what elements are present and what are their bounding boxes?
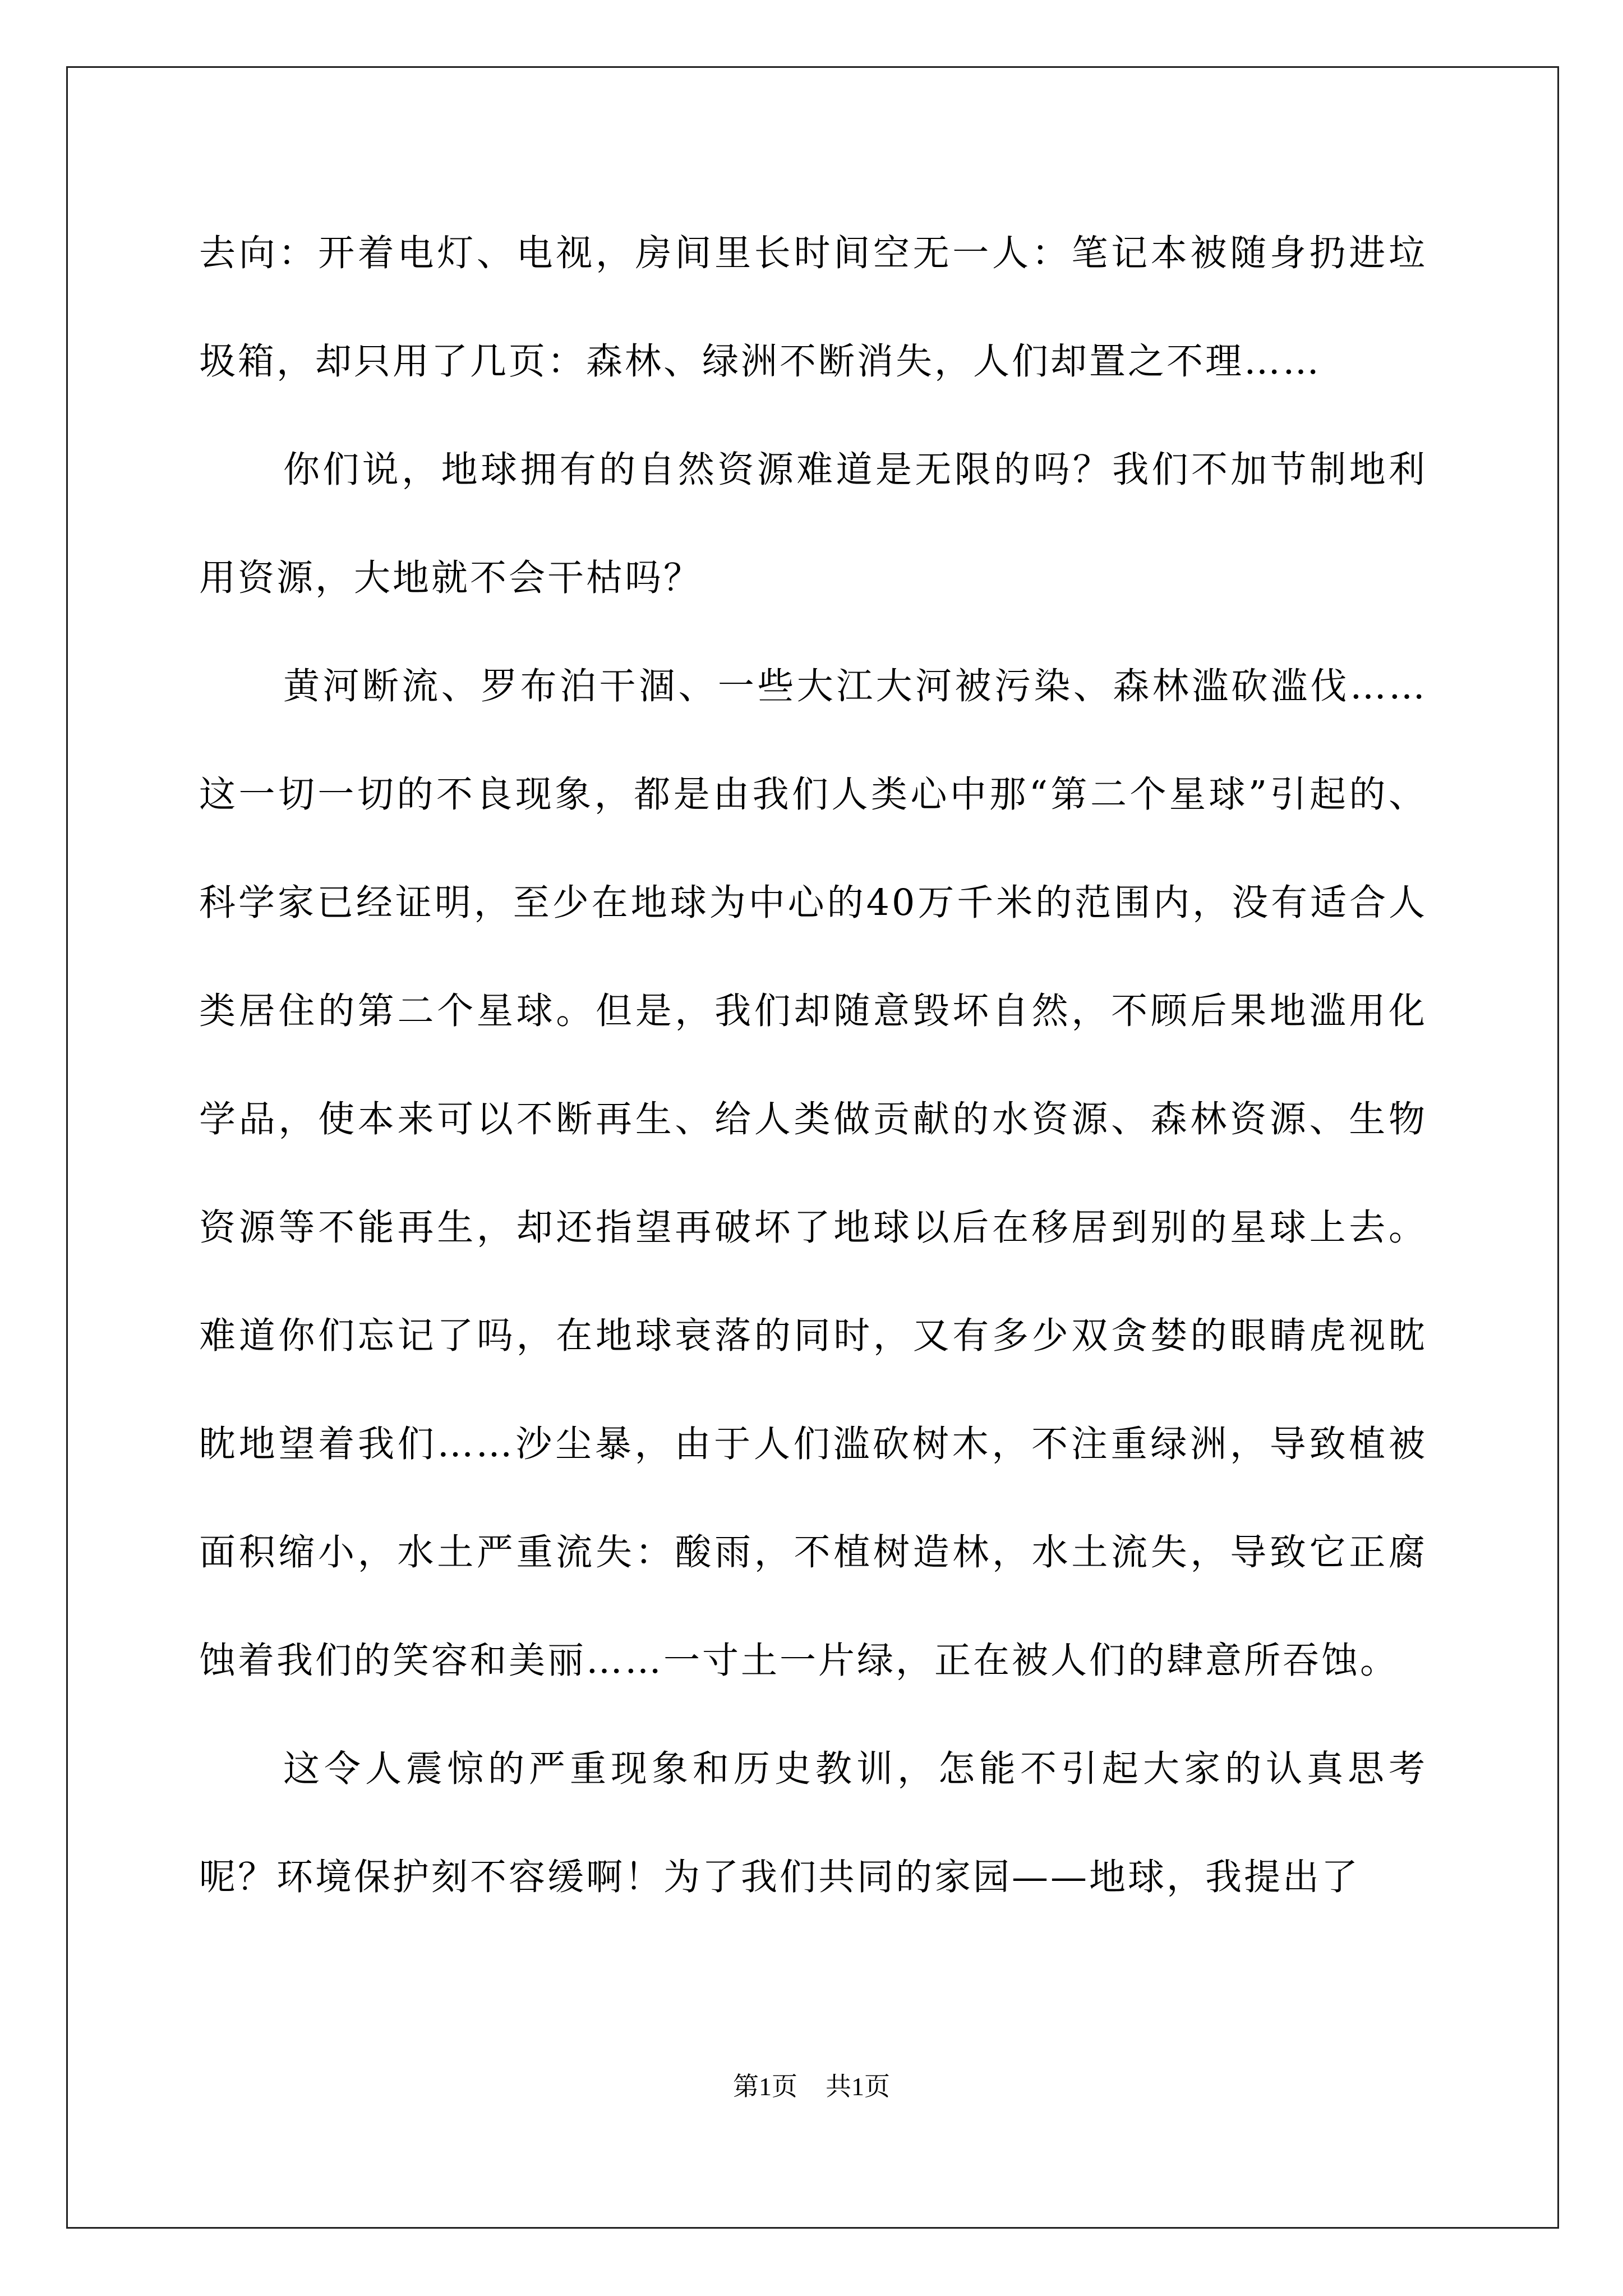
document-body: [199, 199, 1427, 1931]
paragraph: 这令人震惊的严重现象和历史教训，怎能不引起大家的认真思考呢？环境保护刻不容缓啊！为了我们共同的家园——地球，我提出了: [199, 1748, 1427, 1898]
paragraph: 黄河断流、罗布泊干涸、一些大江大河被污染、森林滥砍滥伐……这一切一切的不良现象，都是由我们人类心中那“第二个星球”引起的、科学家已经证明，至少在地球为中心的40万千米的范围内，没有适合人类居住的第二个星球。但是，我们却随意毁坏自然，不顾后果地滥用化学品，使本来可以不断再生、给人类做贡献的水资源、森林资源、生物资源等不能再生，却还指望再破坏了地球以后在移居到别的星球上去。难道你们忘记了吗，在地球衰落的同时，又有多少双贪婪的眼睛虎视眈眈地望着我们……沙尘暴，由于人们滥砍树木，不注重绿洲，导致植被面积缩小，水土严重流失：酸雨，不植树造林，水土流失，导致它正腐蚀着我们的笑容和美丽……一寸土一片绿，正在被人们的肆意所吞蚀。: [199, 665, 1427, 1682]
page-number: 第1页: [733, 2072, 797, 2101]
page-total: 共1页: [826, 2072, 890, 2101]
paragraph: 去向：开着电灯、电视，房间里长时间空无一人：笔记本被随身扔进垃圾箱，却只用了几页：森林、绿洲不断消失，人们却置之不理……: [199, 232, 1427, 383]
paragraph: 你们说，地球拥有的自然资源难道是无限的吗？我们不加节制地利用资源，大地就不会干枯吗？: [199, 449, 1427, 599]
page-footer: [0, 2070, 1623, 2104]
